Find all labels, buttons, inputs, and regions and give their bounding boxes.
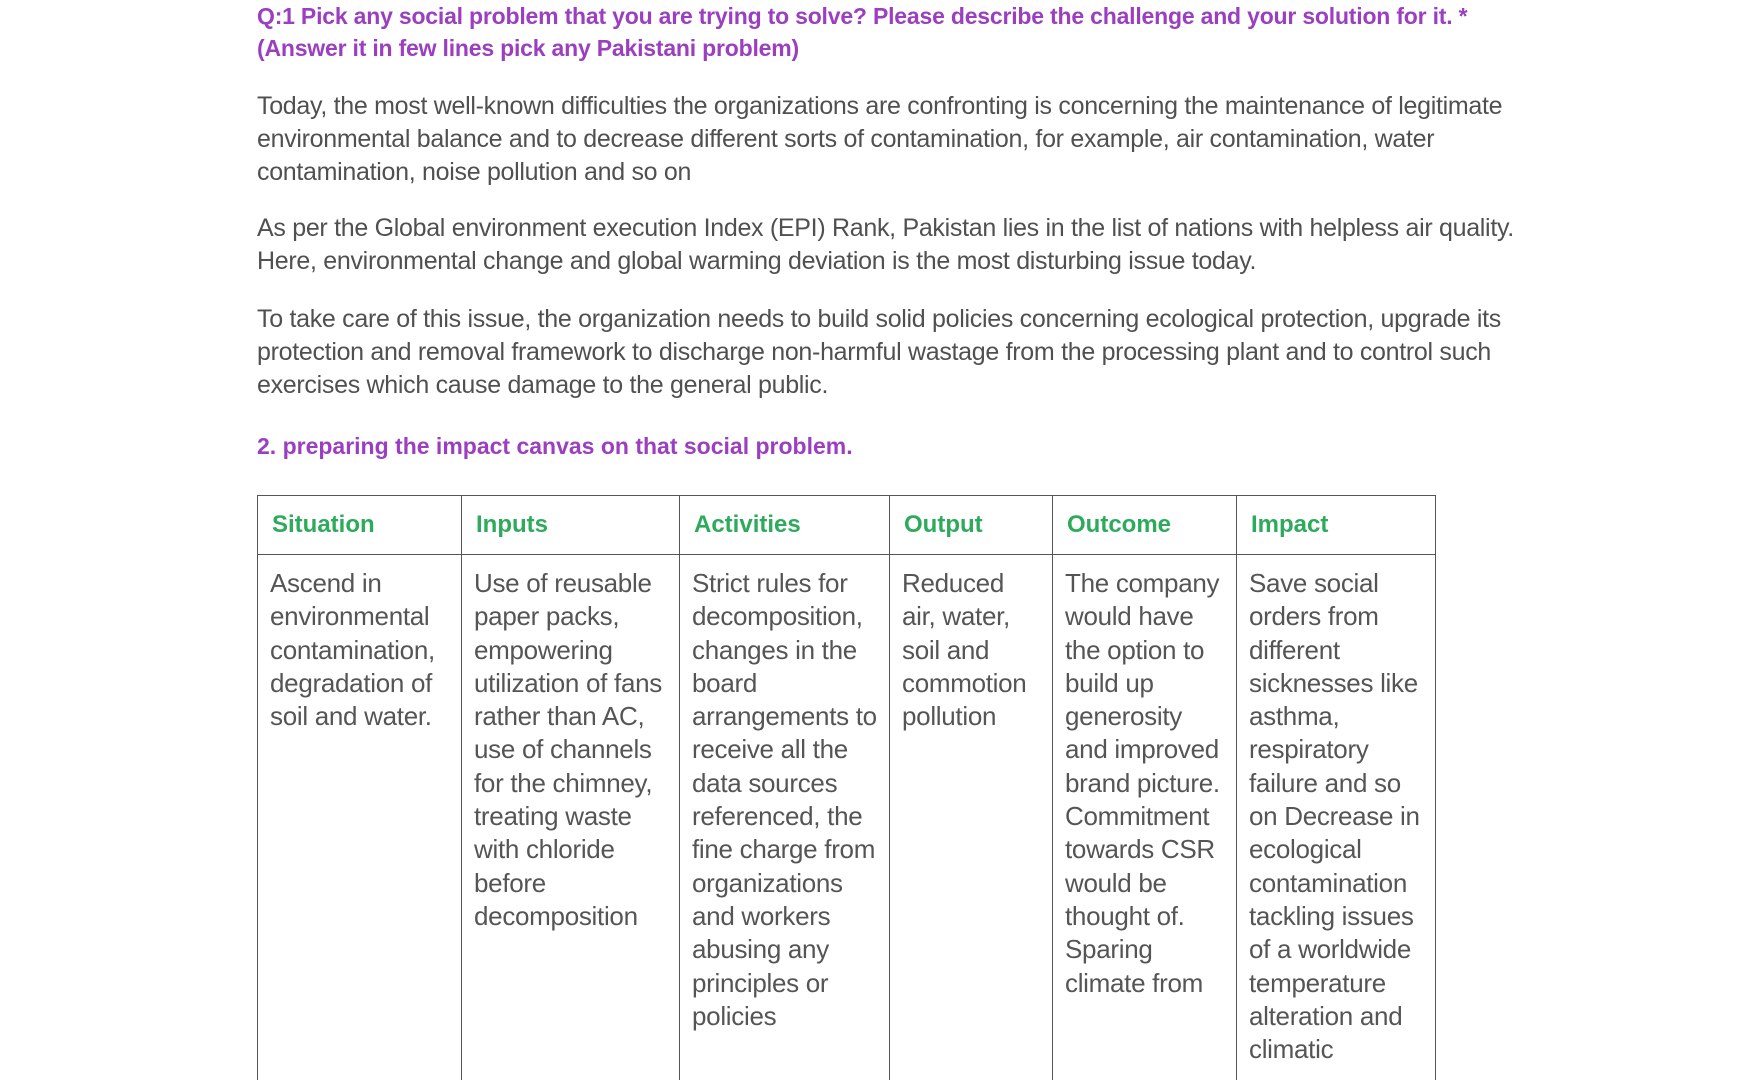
paragraph-1: Today, the most well-known difficulties the organizations are confronting is concerning the maintenance of legitimate environmental balance and to decrease different sorts of contamination, for example, air contamination, water contamination, noise pollution and so on (257, 92, 1503, 186)
header-output: Output (890, 496, 1053, 555)
cell-outcome: The company would have the option to build up generosity and improved brand picture. Commitment towards CSR would be thought of. Sparing climate from (1053, 555, 1237, 1080)
document-content (257, 0, 1517, 462)
paragraph-3: To take care of this issue, the organization needs to build solid policies concerning ecological protection, upgrade its protection and removal framework to discharge non-harmful wastage from the processing plant and to control such exercises which cause damage to the general public. (257, 305, 1501, 399)
table-header-row (258, 496, 1436, 555)
paragraph-2: As per the Global environment execution Index (EPI) Rank, Pakistan lies in the list of nations with helpless air quality. Here, environmental change and global warming deviation is the most disturbing issue today. (257, 214, 1514, 275)
question-2-heading: 2. preparing the impact canvas on that social problem. (257, 433, 853, 459)
header-situation: Situation (258, 496, 462, 555)
cell-activities: Strict rules for decomposition, changes in the board arrangements to receive all the data sources referenced, the fine charge from organizations and workers abusing any principles or policies (680, 555, 890, 1080)
cell-impact: Save social orders from different sicknesses like asthma, respiratory failure and so on Decrease in ecological contamination tackling issues of a worldwide temperature alteration and climatic (1237, 555, 1436, 1080)
cell-output: Reduced air, water, soil and commotion pollution (890, 555, 1053, 1080)
question-1-heading: Q:1 Pick any social problem that you are trying to solve? Please describe the challenge and your solution for it. *(Answer it in few lines pick any Pakistani problem) (257, 3, 1468, 61)
impact-canvas-table (257, 495, 1436, 1080)
table-row (258, 555, 1436, 1080)
header-outcome: Outcome (1053, 496, 1237, 555)
header-inputs: Inputs (462, 496, 680, 555)
header-activities: Activities (680, 496, 890, 555)
header-impact: Impact (1237, 496, 1436, 555)
cell-situation: Ascend in environmental contamination, degradation of soil and water. (258, 555, 462, 1080)
cell-inputs: Use of reusable paper packs, empowering utilization of fans rather than AC, use of channels for the chimney, treating waste with chloride before decomposition (462, 555, 680, 1080)
